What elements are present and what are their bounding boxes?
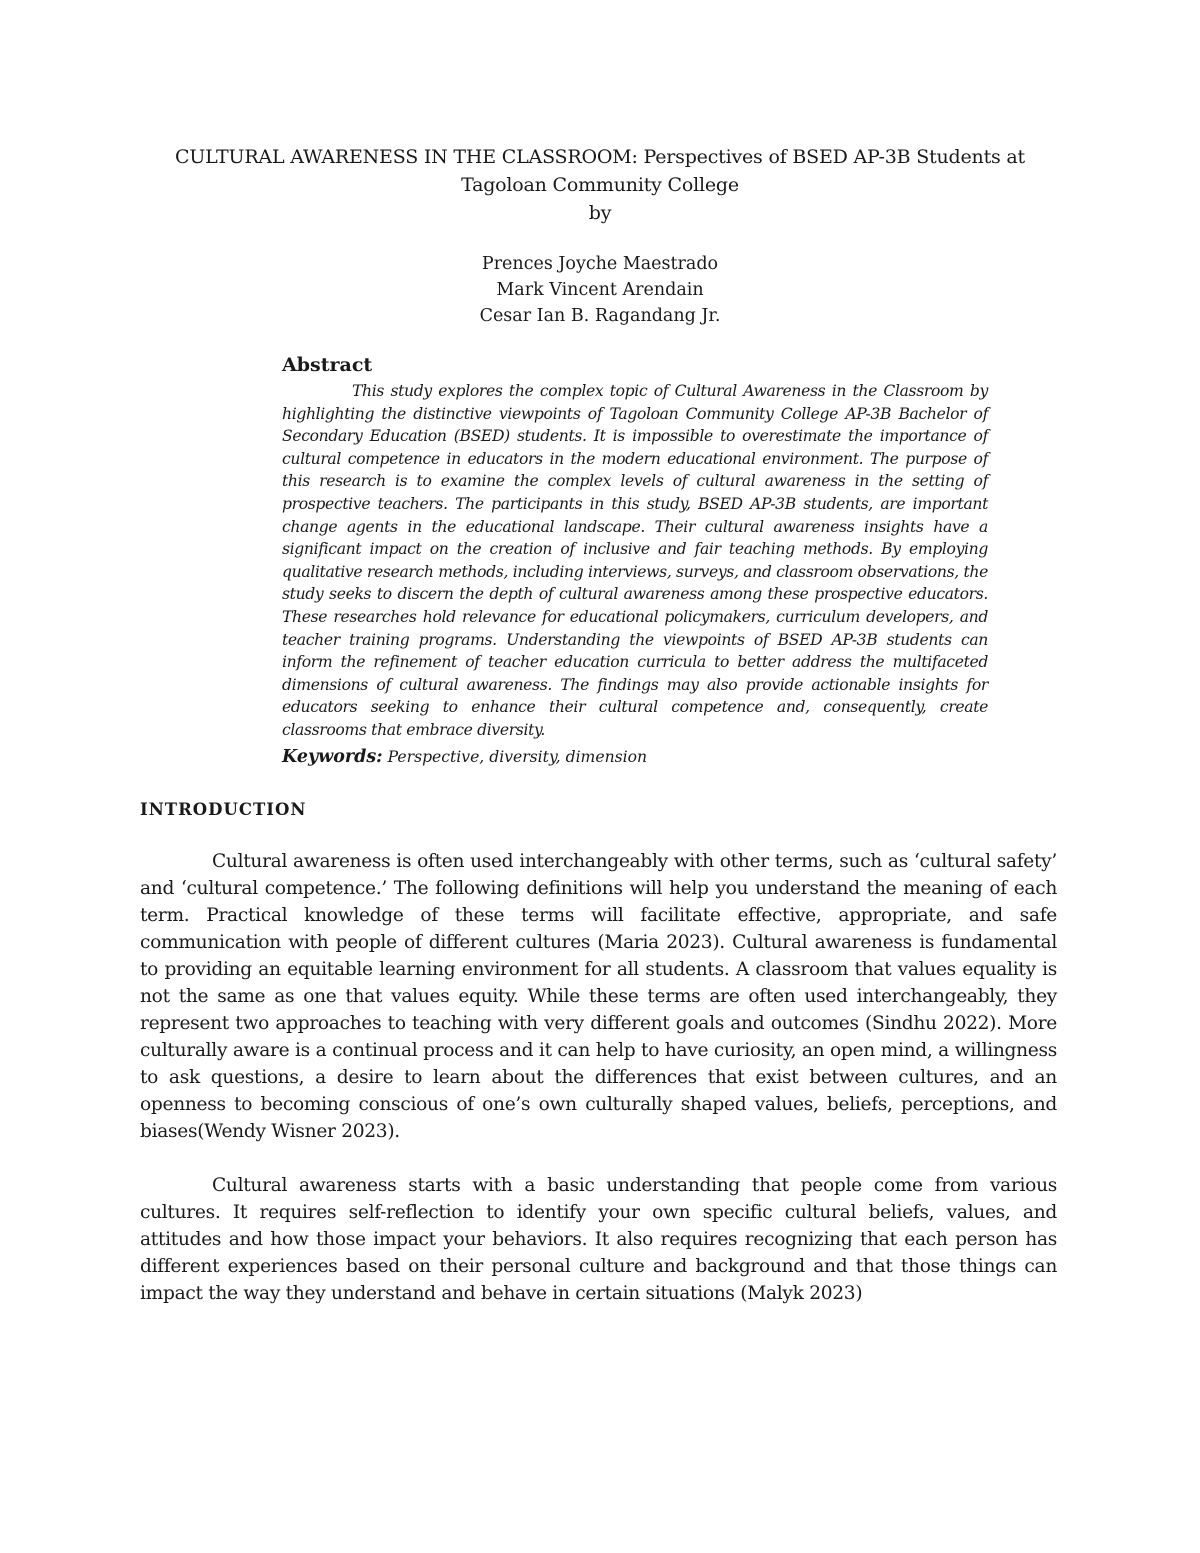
introduction-paragraph: Cultural awareness starts with a basic understanding that people come from various cultures. It requires self-reflection to identify your own specific cultural beliefs, values, and attitudes and how those impact your behaviors. It also requires recognizing that each person has different experiences based on their personal culture and background and that those things can impact the way they understand and behave in certain situations (Malyk 2023) [140, 1175, 1057, 1304]
paper-title-by: by [588, 202, 612, 224]
abstract-body: This study explores the complex topic of Cultural Awareness in the Classroom by highlighting the distinctive viewpoints of Tagoloan Community College AP-3B Bachelor of Secondary Education (BSED) students. It is impossible to overestimate the importance of cultural competence in educators in the modern educational environment. The purpose of this research is to examine the complex levels of cultural awareness in the setting of prospective teachers. The participants in this study, BSED AP-3B students, are important change agents in the educational landscape. Their cultural awareness insights have a significant impact on the creation of inclusive and fair teaching methods. By employing qualitative research methods, including interviews, surveys, and classroom observations, the study seeks to discern the depth of cultural awareness among these prospective educators. These researches hold relevance for educational policymakers, curriculum developers, and teacher training programs. Understanding the viewpoints of BSED AP-3B students can inform the refinement of teacher education curricula to better address the multifaceted dimensions of cultural awareness. The findings may also provide actionable insights for educators seeking to enhance their cultural competence and, consequently, create classrooms that embrace diversity. [282, 382, 988, 739]
abstract-section [282, 352, 988, 769]
author-list [300, 251, 900, 329]
author-name: Prences Joyche Maestrado [481, 254, 719, 274]
author-name: Cesar Ian B. Ragandang Jr. [479, 306, 721, 326]
keywords-line [282, 745, 988, 769]
author-name: Mark Vincent Arendain [496, 280, 704, 300]
keywords-label: Keywords: [282, 746, 383, 767]
abstract-heading: Abstract [282, 354, 373, 376]
introduction-heading: INTRODUCTION [140, 800, 307, 819]
paper-title-block [130, 143, 1070, 227]
paper-title-line-1: CULTURAL AWARENESS IN THE CLASSROOM: Perspectives of BSED AP-3B Students at [175, 146, 1025, 168]
keywords-text: Perspective, diversity, dimension [382, 747, 648, 766]
introduction-paragraph: Cultural awareness is often used interchangeably with other terms, such as ‘cultural safety’ and ‘cultural competence.’ The following definitions will help you understand the meaning of each term. Practical knowledge of these terms will facilitate effective, appropriate, and safe communication with people of different cultures (Maria 2023). Cultural awareness is fundamental to providing an equitable learning environment for all students. A classroom that values equality is not the same as one that values equity. While these terms are often used interchangeably, they represent two approaches to teaching with very different goals and outcomes (Sindhu 2022). More culturally aware is a continual process and it can help to have curiosity, an open mind, a willingness to ask questions, a desire to learn about the differences that exist between cultures, and an openness to becoming conscious of one’s own culturally shaped values, beliefs, perceptions, and biases(Wendy Wisner 2023). [140, 851, 1057, 1142]
paper-title-line-2: Tagoloan Community College [461, 174, 739, 196]
